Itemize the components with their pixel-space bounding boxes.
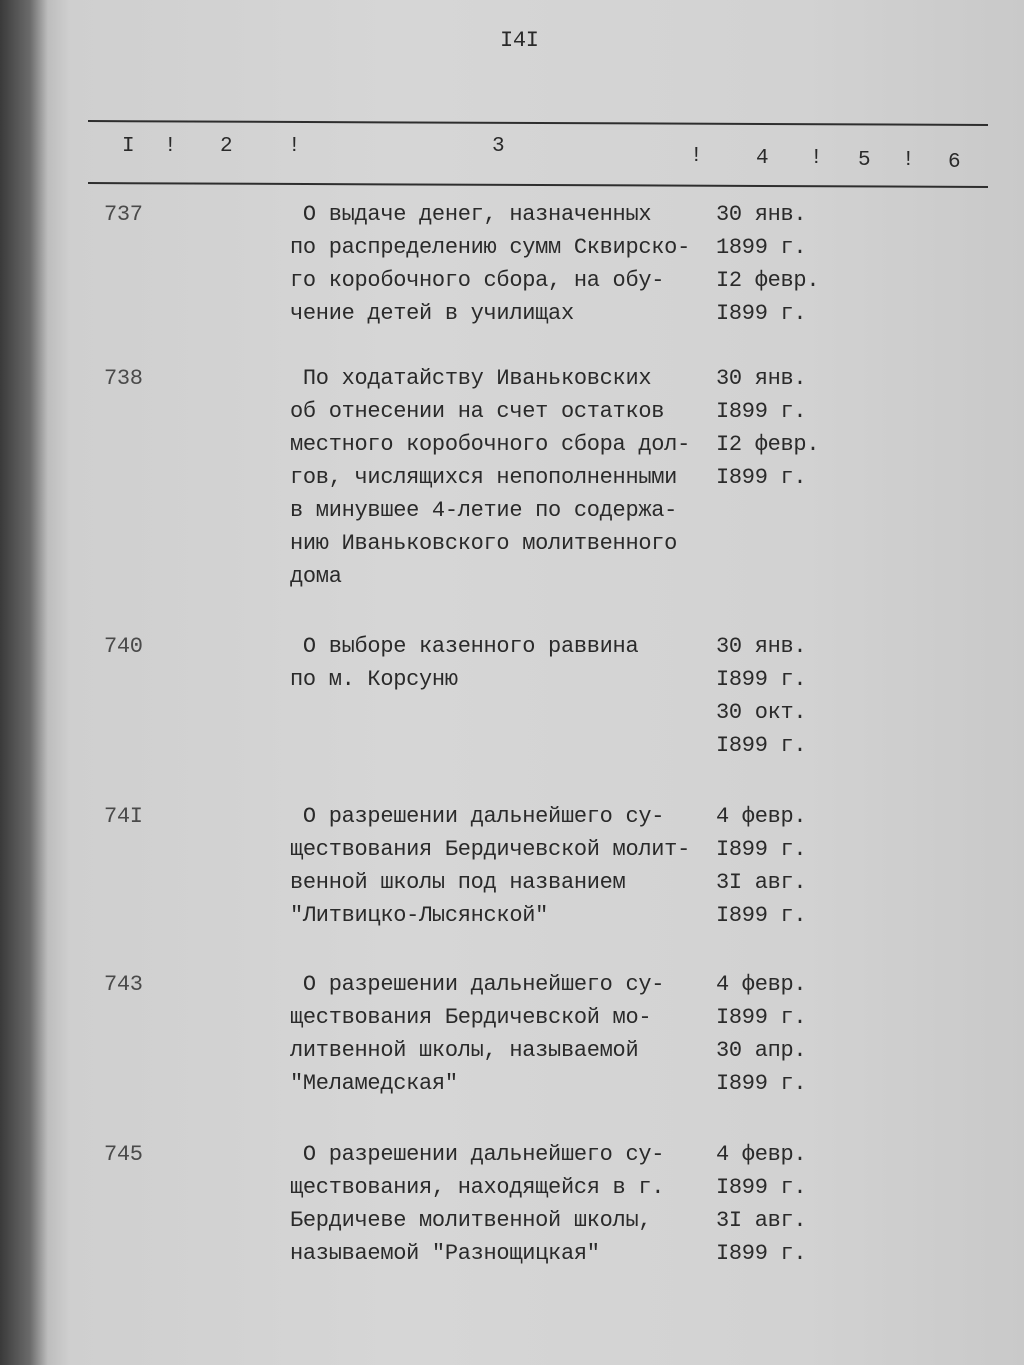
entry-description-line: называемой "Разнощицкая" bbox=[290, 1241, 600, 1266]
entry-number: 74I bbox=[104, 804, 143, 829]
entry-date-line: 30 апр. bbox=[716, 1038, 807, 1063]
entry-date-line: I899 г. bbox=[716, 301, 807, 326]
entry-date-line: I899 г. bbox=[716, 465, 807, 490]
entry-number: 738 bbox=[104, 366, 143, 391]
column-separator: ! bbox=[288, 135, 301, 158]
entry-description-line: О выдаче денег, назначенных bbox=[290, 202, 652, 227]
entry-number: 740 bbox=[104, 634, 143, 659]
column-1-header: I bbox=[122, 135, 135, 158]
entry-date-line: I899 г. bbox=[716, 1005, 807, 1030]
page-number: I4I bbox=[500, 28, 539, 53]
entry-description-line: О разрешении дальнейшего су- bbox=[290, 804, 665, 829]
entry-date-line: I899 г. bbox=[716, 667, 807, 692]
entry-date-line: 1899 г. bbox=[716, 235, 807, 260]
entry-description-line: О выборе казенного раввина bbox=[290, 634, 639, 659]
entry-date-line: 4 февр. bbox=[716, 1142, 807, 1167]
entry-date-line: 30 янв. bbox=[716, 202, 807, 227]
entry-description-line: О разрешении дальнейшего су- bbox=[290, 972, 665, 997]
entry-date-line: 30 янв. bbox=[716, 634, 807, 659]
entry-description-line: ществования, находящейся в г. bbox=[290, 1175, 665, 1200]
entry-description-line: в минувшее 4-летие по содержа- bbox=[290, 498, 678, 523]
column-5-header: 5 bbox=[858, 149, 871, 172]
entry-date-line: 4 февр. bbox=[716, 972, 807, 997]
entry-date-line: I899 г. bbox=[716, 837, 807, 862]
entry-date-line: I899 г. bbox=[716, 903, 807, 928]
column-separator: ! bbox=[810, 147, 823, 170]
entry-description-line: "Литвицко-Лысянской" bbox=[290, 903, 549, 928]
entry-number: 737 bbox=[104, 202, 143, 227]
column-3-header: 3 bbox=[492, 135, 505, 158]
entry-date-line: 30 окт. bbox=[716, 700, 807, 725]
entry-description-line: чение детей в училищах bbox=[290, 301, 574, 326]
column-separator: ! bbox=[690, 145, 703, 168]
entry-date-line: I2 февр. bbox=[716, 432, 820, 457]
entry-description-line: гов, числящихся непополненными bbox=[290, 465, 678, 490]
entry-date-line: 30 янв. bbox=[716, 366, 807, 391]
entry-date-line: I899 г. bbox=[716, 1175, 807, 1200]
column-separator: ! bbox=[164, 135, 177, 158]
entry-date-line: 4 февр. bbox=[716, 804, 807, 829]
entry-description-line: О разрешении дальнейшего су- bbox=[290, 1142, 665, 1167]
entry-date-line: 3I авг. bbox=[716, 870, 807, 895]
entry-number: 743 bbox=[104, 972, 143, 997]
entry-date-line: I899 г. bbox=[716, 1071, 807, 1096]
entry-description-line: го коробочного сбора, на обу- bbox=[290, 268, 665, 293]
entry-description-line: местного коробочного сбора дол- bbox=[290, 432, 690, 457]
entry-date-line: I2 февр. bbox=[716, 268, 820, 293]
entry-description-line: по м. Корсуню bbox=[290, 667, 458, 692]
entry-description-line: литвенной школы, называемой bbox=[290, 1038, 639, 1063]
entry-description-line: "Меламедская" bbox=[290, 1071, 458, 1096]
entry-description-line: по распределению сумм Сквирско- bbox=[290, 235, 690, 260]
entry-description-line: дома bbox=[290, 564, 342, 589]
column-4-header: 4 bbox=[756, 147, 769, 170]
entry-date-line: I899 г. bbox=[716, 733, 807, 758]
entry-description-line: об отнесении на счет остатков bbox=[290, 399, 665, 424]
header-top-rule bbox=[88, 120, 988, 126]
entry-description-line: ществования Бердичевской молит- bbox=[290, 837, 690, 862]
column-6-header: 6 bbox=[948, 151, 961, 174]
entry-date-line: I899 г. bbox=[716, 1241, 807, 1266]
column-separator: ! bbox=[902, 149, 915, 172]
header-bottom-rule bbox=[88, 182, 988, 188]
entry-date-line: 3I авг. bbox=[716, 1208, 807, 1233]
entry-description-line: По ходатайству Иваньковских bbox=[290, 366, 652, 391]
entry-description-line: нию Иваньковского молитвенного bbox=[290, 531, 678, 556]
entry-description-line: Бердичеве молитвенной школы, bbox=[290, 1208, 652, 1233]
entry-description-line: ществования Бердичевской мо- bbox=[290, 1005, 652, 1030]
entry-description-line: венной школы под названием bbox=[290, 870, 626, 895]
entry-date-line: I899 г. bbox=[716, 399, 807, 424]
entry-number: 745 bbox=[104, 1142, 143, 1167]
column-2-header: 2 bbox=[220, 135, 233, 158]
